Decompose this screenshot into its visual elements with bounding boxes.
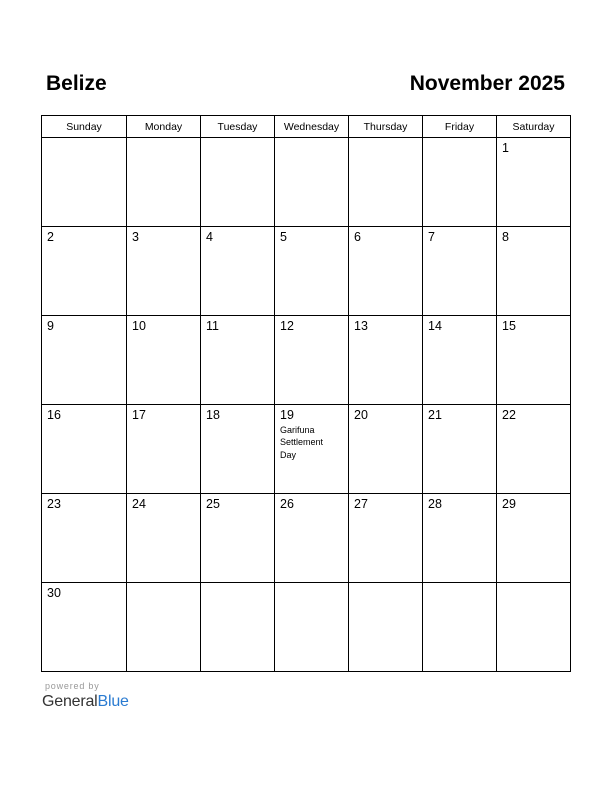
day-cell	[127, 316, 201, 405]
day-cell	[201, 138, 275, 227]
day-number	[349, 138, 422, 142]
day-number: 12	[280, 319, 294, 333]
day-number: 20	[354, 408, 368, 422]
day-cell	[201, 227, 275, 316]
week-row	[42, 405, 571, 494]
day-number: 6	[354, 230, 361, 244]
day-number: 27	[354, 497, 368, 511]
month-year-title: November 2025	[409, 72, 565, 95]
day-number: 2	[47, 230, 54, 244]
day-number	[497, 583, 570, 587]
weekday-wednesday: Wednesday	[275, 116, 349, 138]
day-number: 23	[47, 497, 61, 511]
day-cell	[423, 405, 497, 494]
day-cell	[349, 494, 423, 583]
brand-blue-text: Blue	[97, 693, 129, 710]
day-number	[275, 138, 348, 142]
day-number: 3	[132, 230, 139, 244]
day-cell	[127, 583, 201, 672]
weekday-monday: Monday	[127, 116, 201, 138]
day-number	[423, 583, 496, 587]
day-number: 5	[280, 230, 287, 244]
day-number: 28	[428, 497, 442, 511]
day-cell	[42, 316, 127, 405]
day-number	[127, 583, 200, 587]
day-cell	[497, 138, 571, 227]
weekday-tuesday: Tuesday	[201, 116, 275, 138]
day-number: 18	[206, 408, 220, 422]
day-cell	[42, 583, 127, 672]
day-number: 4	[206, 230, 213, 244]
day-cell	[275, 138, 349, 227]
day-cell	[497, 494, 571, 583]
day-number	[42, 138, 126, 142]
day-number	[423, 138, 496, 142]
day-cell	[497, 316, 571, 405]
day-number: 16	[47, 408, 61, 422]
day-cell	[201, 316, 275, 405]
day-cell	[349, 138, 423, 227]
day-number: 21	[428, 408, 442, 422]
day-cell	[201, 494, 275, 583]
day-number	[275, 583, 348, 587]
day-cell	[42, 494, 127, 583]
weekday-thursday: Thursday	[349, 116, 423, 138]
day-cell	[349, 583, 423, 672]
day-cell	[349, 405, 423, 494]
day-number	[201, 583, 274, 587]
day-number	[349, 583, 422, 587]
day-number: 11	[206, 319, 219, 333]
day-number: 26	[280, 497, 294, 511]
day-cell	[201, 405, 275, 494]
week-row	[42, 494, 571, 583]
day-number: 22	[502, 408, 516, 422]
day-number	[201, 138, 274, 142]
day-cell	[42, 138, 127, 227]
day-cell	[127, 227, 201, 316]
generalblue-logo-link[interactable]	[42, 693, 129, 711]
day-cell	[275, 583, 349, 672]
day-cell	[423, 138, 497, 227]
day-number: 15	[502, 319, 516, 333]
day-cell	[127, 405, 201, 494]
powered-by-text: powered by	[45, 681, 100, 691]
day-number: 24	[132, 497, 146, 511]
day-cell	[349, 316, 423, 405]
day-cell	[127, 138, 201, 227]
day-cell	[275, 316, 349, 405]
day-cell	[497, 227, 571, 316]
day-number: 29	[502, 497, 516, 511]
holiday-label: Garifuna Settlement Day	[280, 424, 324, 460]
day-number: 19	[280, 408, 294, 422]
weekday-header-row	[42, 116, 571, 138]
day-cell	[349, 227, 423, 316]
footer	[42, 681, 129, 711]
day-cell	[423, 227, 497, 316]
week-row	[42, 316, 571, 405]
brand-general-text: General	[42, 693, 98, 710]
day-number: 17	[132, 408, 146, 422]
day-number: 13	[354, 319, 368, 333]
day-cell	[497, 583, 571, 672]
day-number: 25	[206, 497, 220, 511]
country-title: Belize	[46, 72, 107, 95]
day-cell	[423, 583, 497, 672]
day-cell	[42, 405, 127, 494]
calendar-grid	[41, 115, 571, 672]
day-cell	[423, 316, 497, 405]
day-cell	[42, 227, 127, 316]
day-number: 8	[502, 230, 509, 244]
weekday-saturday: Saturday	[497, 116, 571, 138]
day-number: 1	[502, 141, 509, 155]
day-number: 9	[47, 319, 54, 333]
day-number: 14	[428, 319, 442, 333]
day-cell	[275, 227, 349, 316]
day-number: 7	[428, 230, 435, 244]
day-number: 10	[132, 319, 146, 333]
weekday-friday: Friday	[423, 116, 497, 138]
week-row	[42, 583, 571, 672]
day-cell	[275, 405, 349, 494]
week-row	[42, 138, 571, 227]
day-number	[127, 138, 200, 142]
day-cell	[201, 583, 275, 672]
weekday-sunday: Sunday	[42, 116, 127, 138]
week-row	[42, 227, 571, 316]
day-cell	[423, 494, 497, 583]
day-cell	[275, 494, 349, 583]
day-cell	[497, 405, 571, 494]
day-number: 30	[47, 586, 61, 600]
day-cell	[127, 494, 201, 583]
